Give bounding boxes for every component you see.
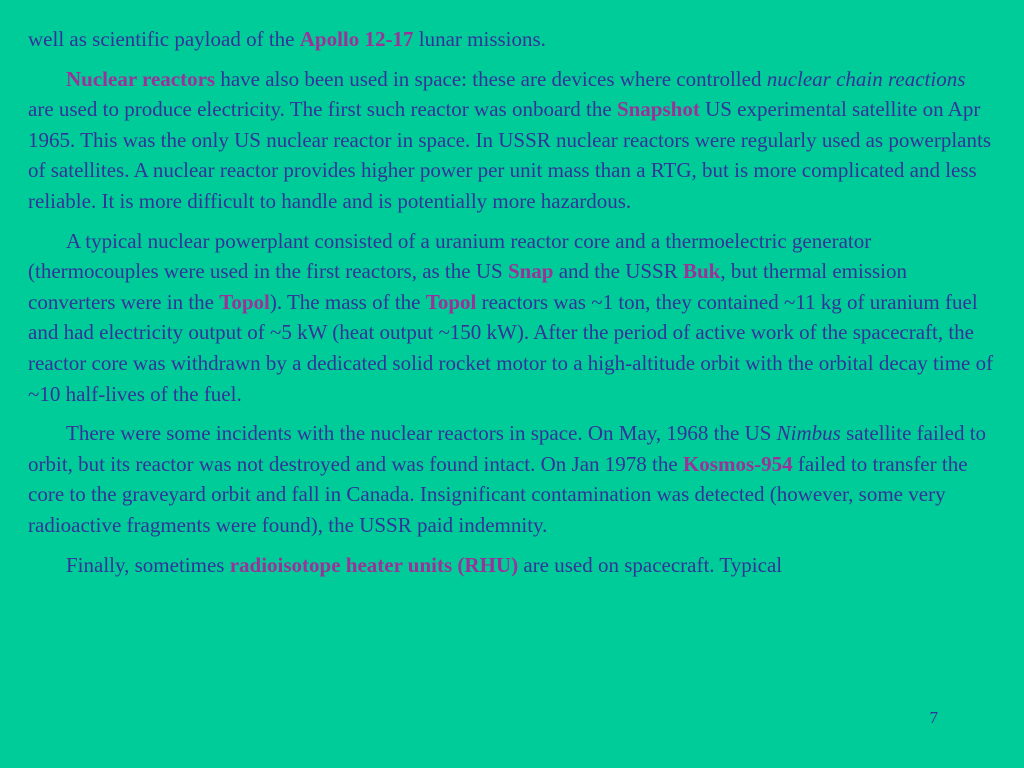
text-run: Finally, sometimes <box>66 552 230 577</box>
text-run: satellite failed to orbit, but its reactor was not destroyed and was found intact. On Jan 1978 the <box>28 421 987 476</box>
highlight-rhu: radioisotope heater units (RHU) <box>229 552 519 577</box>
text-run: , but thermal emission converters were in the <box>28 259 908 314</box>
text-run: failed to transfer the core to the graveyard orbit and fall in Canada. Insignificant contamination was detected (however, some very radioactive fragments were found), the USSR paid indemnity. <box>28 451 968 537</box>
paragraph-incidents <box>28 418 996 540</box>
italic-chain-reactions: nuclear chain reactions <box>766 66 966 91</box>
highlight-snap: Snap <box>507 259 554 284</box>
text-run: ). The mass of the <box>269 289 426 314</box>
italic-nimbus: Nimbus <box>776 421 841 446</box>
text-run: reactors was ~1 ton, they contained ~11 kg of uranium fuel and had electricity output of ~5 kW (heat output ~150 kW). After the period of active work of the spacecraft, the reactor core was withdrawn by a dedicated solid rocket motor to a high-altitude orbit with the orbital decay time of ~10 half-lives of the fuel. <box>28 289 994 406</box>
text-run: are used on spacecraft. Typical <box>518 552 783 577</box>
text-run: lunar missions. <box>413 27 546 51</box>
page-number: 7 <box>929 708 938 727</box>
paragraph-powerplant <box>28 226 996 410</box>
paragraph-nuclear-reactors <box>28 64 996 217</box>
slide-body <box>28 24 996 589</box>
text-run: have also been used in space: these are devices where controlled <box>215 66 767 91</box>
text-run: are used to produce electricity. The first such reactor was onboard the <box>28 97 617 122</box>
paragraph-rhu <box>28 550 996 581</box>
highlight-apollo: Apollo 12-17 <box>299 27 414 51</box>
text-run: US experimental satellite on Apr 1965. This was the only US nuclear reactor in space. In USSR nuclear reactors were regularly used as powerplants of satellites. A nuclear reactor provides higher power per unit mass than a RTG, but is more complicated and less reliable. It is more difficult to handle and is potentially more hazardous. <box>28 97 991 213</box>
highlight-nuclear-reactors: Nuclear reactors <box>66 66 216 91</box>
text-run: A typical nuclear powerplant consisted of a uranium reactor core and a thermoelectric generator (thermocouples were used in the first reactors, as the US <box>28 228 872 284</box>
highlight-kosmos-954: Kosmos-954 <box>682 451 793 476</box>
text-run: There were some incidents with the nuclear reactors in space. On May, 1968 the US <box>66 421 777 446</box>
text-run: well as scientific payload of the <box>28 27 300 51</box>
highlight-topol: Topol <box>219 289 270 314</box>
text-run: and the USSR <box>553 259 683 284</box>
highlight-snapshot: Snapshot <box>616 97 700 122</box>
highlight-topol: Topol <box>425 289 477 314</box>
highlight-buk: Buk <box>683 259 721 284</box>
paragraph-apollo <box>28 24 996 55</box>
